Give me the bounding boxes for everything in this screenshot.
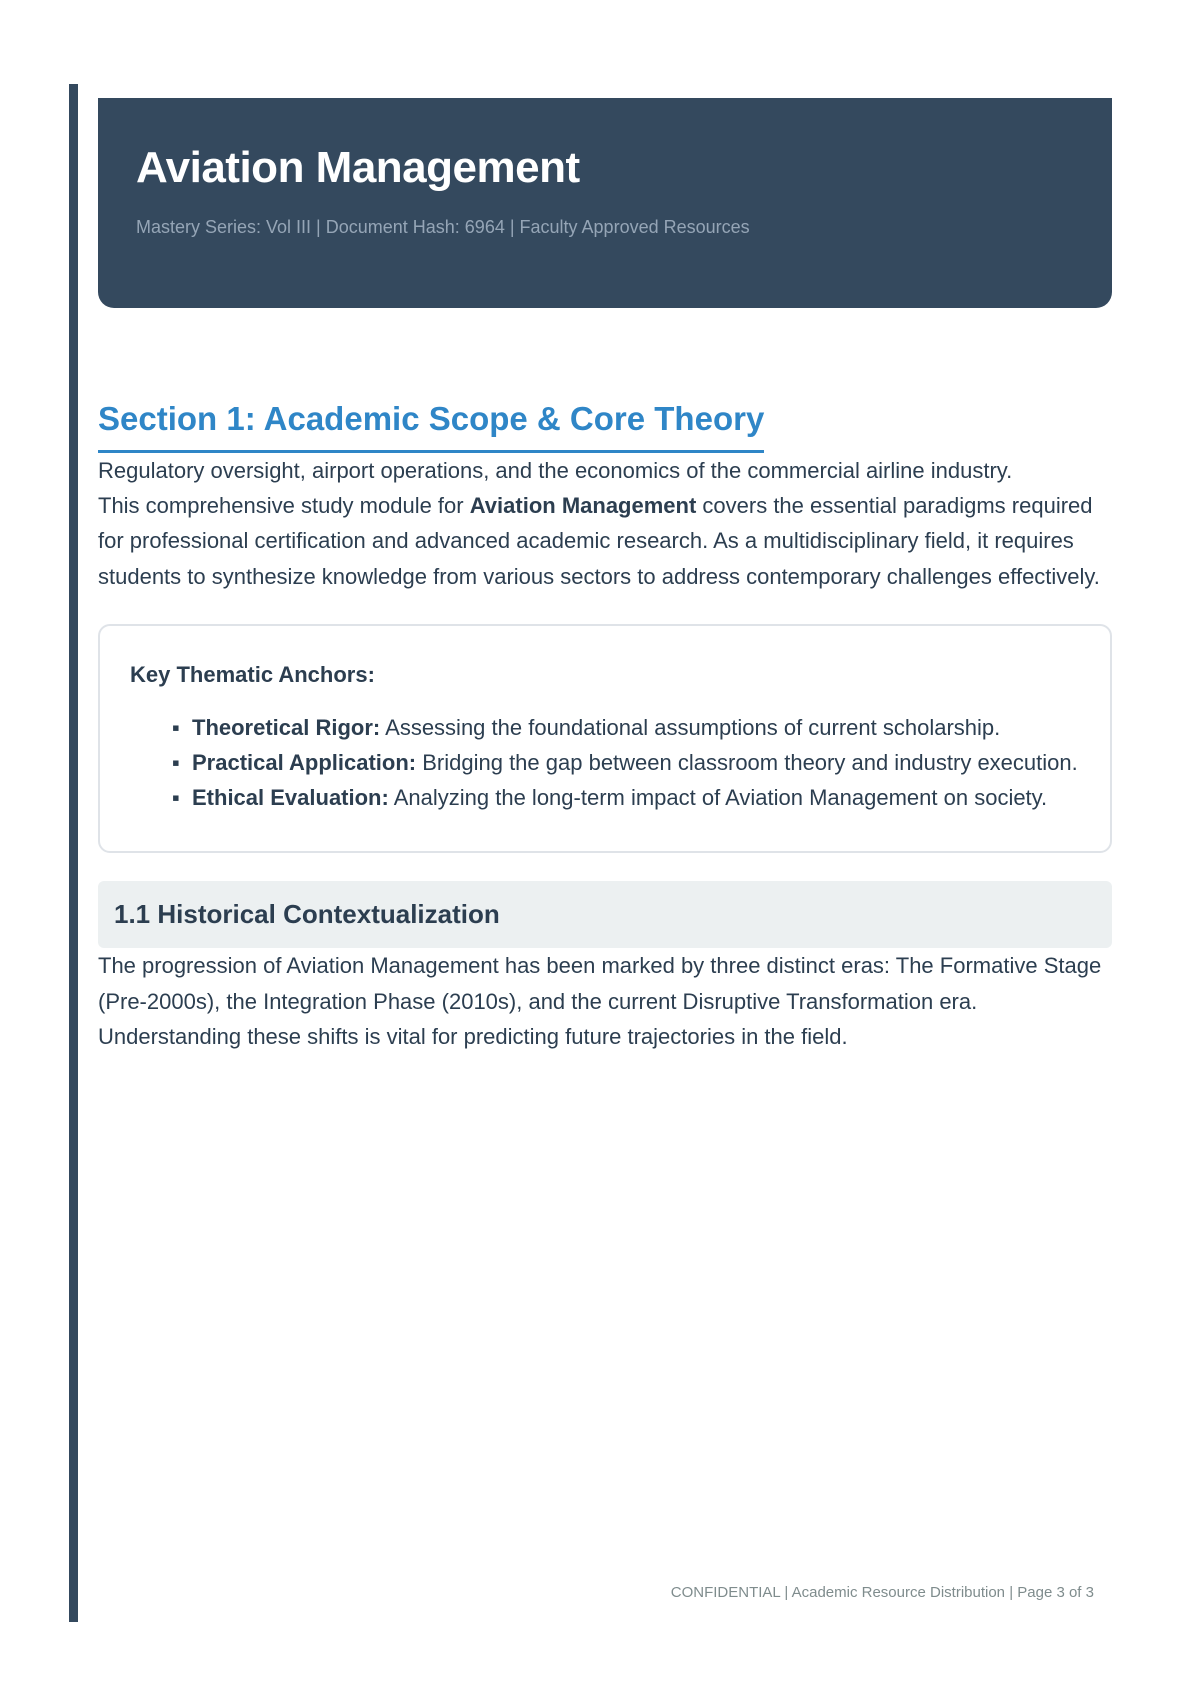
document-header <box>98 98 1112 308</box>
document-title: Aviation Management <box>136 143 580 192</box>
history-paragraph: The progression of Aviation Management has been marked by three distinct eras: The Formative Stage (Pre-2000s), the Integration Phase (2010s), and the current Disruptive Transformation era. Understanding these shifts is vital for predicting future trajectories in the field. <box>98 953 1102 1049</box>
list-item <box>172 710 1080 745</box>
anchor-term: Practical Application: <box>192 749 417 775</box>
bullet-icon: ▪ <box>172 785 180 811</box>
page-footer: CONFIDENTIAL | Academic Resource Distribution | Page 3 of 3 <box>670 1584 1094 1601</box>
document-body <box>98 400 1112 1054</box>
anchor-term: Theoretical Rigor: <box>192 714 381 740</box>
section-heading: Section 1: Academic Scope & Core Theory <box>98 400 764 453</box>
module-description-paragraph <box>98 488 1112 594</box>
document-subtitle: Mastery Series: Vol III | Document Hash: 6964 | Faculty Approved Resources <box>136 216 750 237</box>
anchor-text: Analyzing the long-term impact of Aviation Management on society. <box>388 785 1048 811</box>
thematic-anchors-box <box>98 624 1112 854</box>
description-subject: Aviation Management <box>469 493 697 519</box>
list-item <box>172 780 1080 815</box>
description-lead: This comprehensive study module for <box>98 493 470 519</box>
intro-paragraph: Regulatory oversight, airport operations, and the economics of the commercial airline industry. <box>98 458 1013 483</box>
anchors-title: Key Thematic Anchors: <box>130 661 375 687</box>
anchors-list <box>130 710 1080 816</box>
anchor-text: Assessing the foundational assumptions of current scholarship. <box>380 714 1001 740</box>
anchor-term: Ethical Evaluation: <box>192 785 389 811</box>
bullet-icon: ▪ <box>172 749 180 775</box>
bullet-icon: ▪ <box>172 714 180 740</box>
subsection-heading: 1.1 Historical Contextualization <box>98 881 1112 948</box>
description-rest: covers the essential paradigms required for professional certification and advanced academic research. As a multidisciplinary field, it requires students to synthesize knowledge from various sectors to address contemporary challenges effectively. <box>98 493 1100 589</box>
anchor-text: Bridging the gap between classroom theory and industry execution. <box>416 749 1078 775</box>
left-accent-bar <box>69 84 78 1622</box>
list-item <box>172 745 1080 780</box>
